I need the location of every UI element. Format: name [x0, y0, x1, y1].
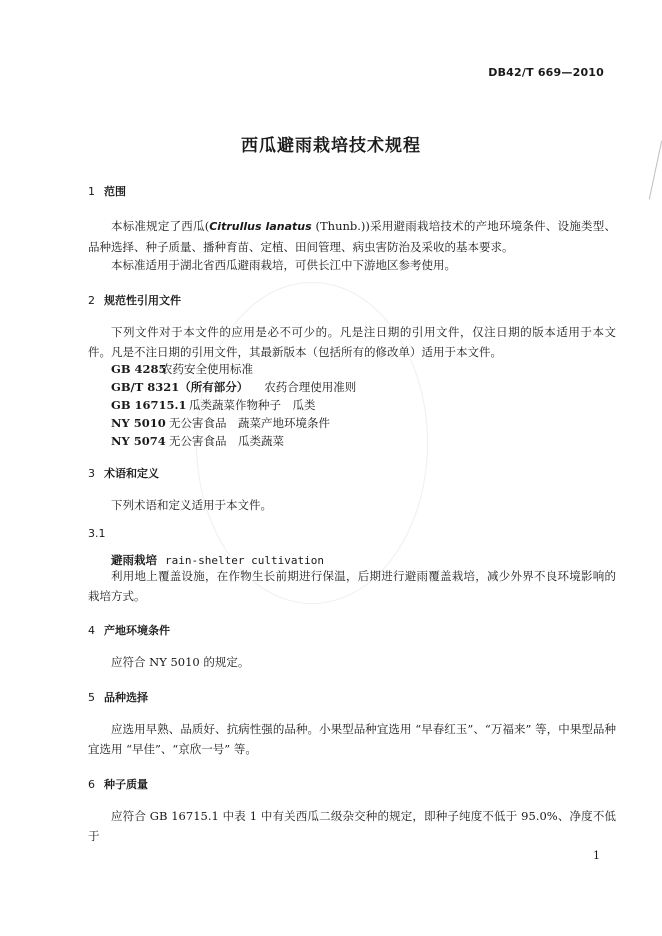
section-1-heading [88, 183, 126, 199]
section-title: 产地环境条件 [104, 624, 170, 637]
reference-title: 瓜类蔬菜作物种子 瓜类 [189, 398, 316, 412]
section-title: 种子质量 [104, 778, 148, 791]
section-number: 3 [88, 467, 95, 480]
section-1-paragraph-1 [88, 216, 616, 257]
section-title: 范围 [104, 185, 126, 198]
standard-code: DB42/T 669—2010 [488, 66, 604, 79]
term-definition: 利用地上覆盖设施，在作物生长前期进行保温，后期进行避雨覆盖栽培，减少外界不良环境影响的栽培方式。 [88, 569, 616, 603]
section-title: 规范性引用文件 [104, 294, 181, 307]
reference-code: GB/T 8321（所有部分） [111, 380, 249, 394]
reference-title: 农药合理使用准则 [264, 380, 357, 394]
section-title: 品种选择 [104, 691, 148, 704]
term-english: rain-shelter cultivation [165, 554, 324, 567]
section-4-heading [88, 622, 170, 638]
subsection-number: 3.1 [88, 527, 106, 540]
section-6-heading [88, 776, 148, 792]
document-title: 西瓜避雨栽培技术规程 [241, 136, 421, 156]
text-run: (Thunb.))采用避雨栽培技术的产地环境条件、设施类型、品种选择、种子质量、播种育苗、定植、田间管理、病虫害防治及采收的基本要求。 [88, 219, 616, 254]
section-number: 4 [88, 624, 95, 637]
section-5-heading [88, 689, 148, 705]
reference-item [111, 396, 316, 414]
section-6-text: 应符合 GB 16715.1 中表 1 中有关西瓜二级杂交种的规定，即种子纯度不低于 95.0%、净度不低于 [88, 809, 616, 843]
reference-code: GB 16715.1 [111, 398, 187, 412]
page-number: 1 [593, 849, 600, 862]
text-run: 本标准规定了西瓜( [111, 219, 210, 233]
section-3-heading [88, 465, 159, 481]
section-number: 1 [88, 185, 95, 198]
latin-name: Citrullus lanatus [209, 220, 312, 233]
reference-code: NY 5074 [111, 434, 166, 448]
section-number: 5 [88, 691, 95, 704]
section-number: 2 [88, 294, 95, 307]
reference-code: GB 4285 [111, 362, 167, 376]
section-title: 术语和定义 [104, 467, 159, 480]
reference-item [111, 414, 330, 432]
reference-code: NY 5010 [111, 416, 166, 430]
section-1-paragraph-2: 本标准适用于湖北省西瓜避雨栽培，可供长江中下游地区参考使用。 [111, 258, 456, 272]
reference-title: 无公害食品 瓜类蔬菜 [169, 434, 284, 448]
section-2-intro: 下列文件对于本文件的应用是必不可少的。凡是注日期的引用文件，仅注日期的版本适用于本文件。凡是不注日期的引用文件，其最新版本（包括所有的修改单）适用于本文件。 [88, 325, 616, 359]
section-5-text: 应选用早熟、品质好、抗病性强的品种。小果型品种宜选用 “早春红玉”、“万福来” 等，中果型品种宜选用 “早佳”、“京欣一号” 等。 [88, 722, 616, 756]
reference-item [111, 432, 284, 450]
reference-item [111, 378, 356, 396]
section-number: 6 [88, 778, 95, 791]
section-3-intro: 下列术语和定义适用于本文件。 [111, 498, 272, 512]
reference-item [111, 360, 253, 378]
reference-title: 无公害食品 蔬菜产地环境条件 [169, 416, 330, 430]
reference-title: 农药安全使用标准 [161, 362, 253, 376]
section-4-text: 应符合 NY 5010 的规定。 [111, 655, 250, 669]
term-chinese: 避雨栽培 [111, 553, 157, 567]
section-2-heading [88, 292, 181, 308]
